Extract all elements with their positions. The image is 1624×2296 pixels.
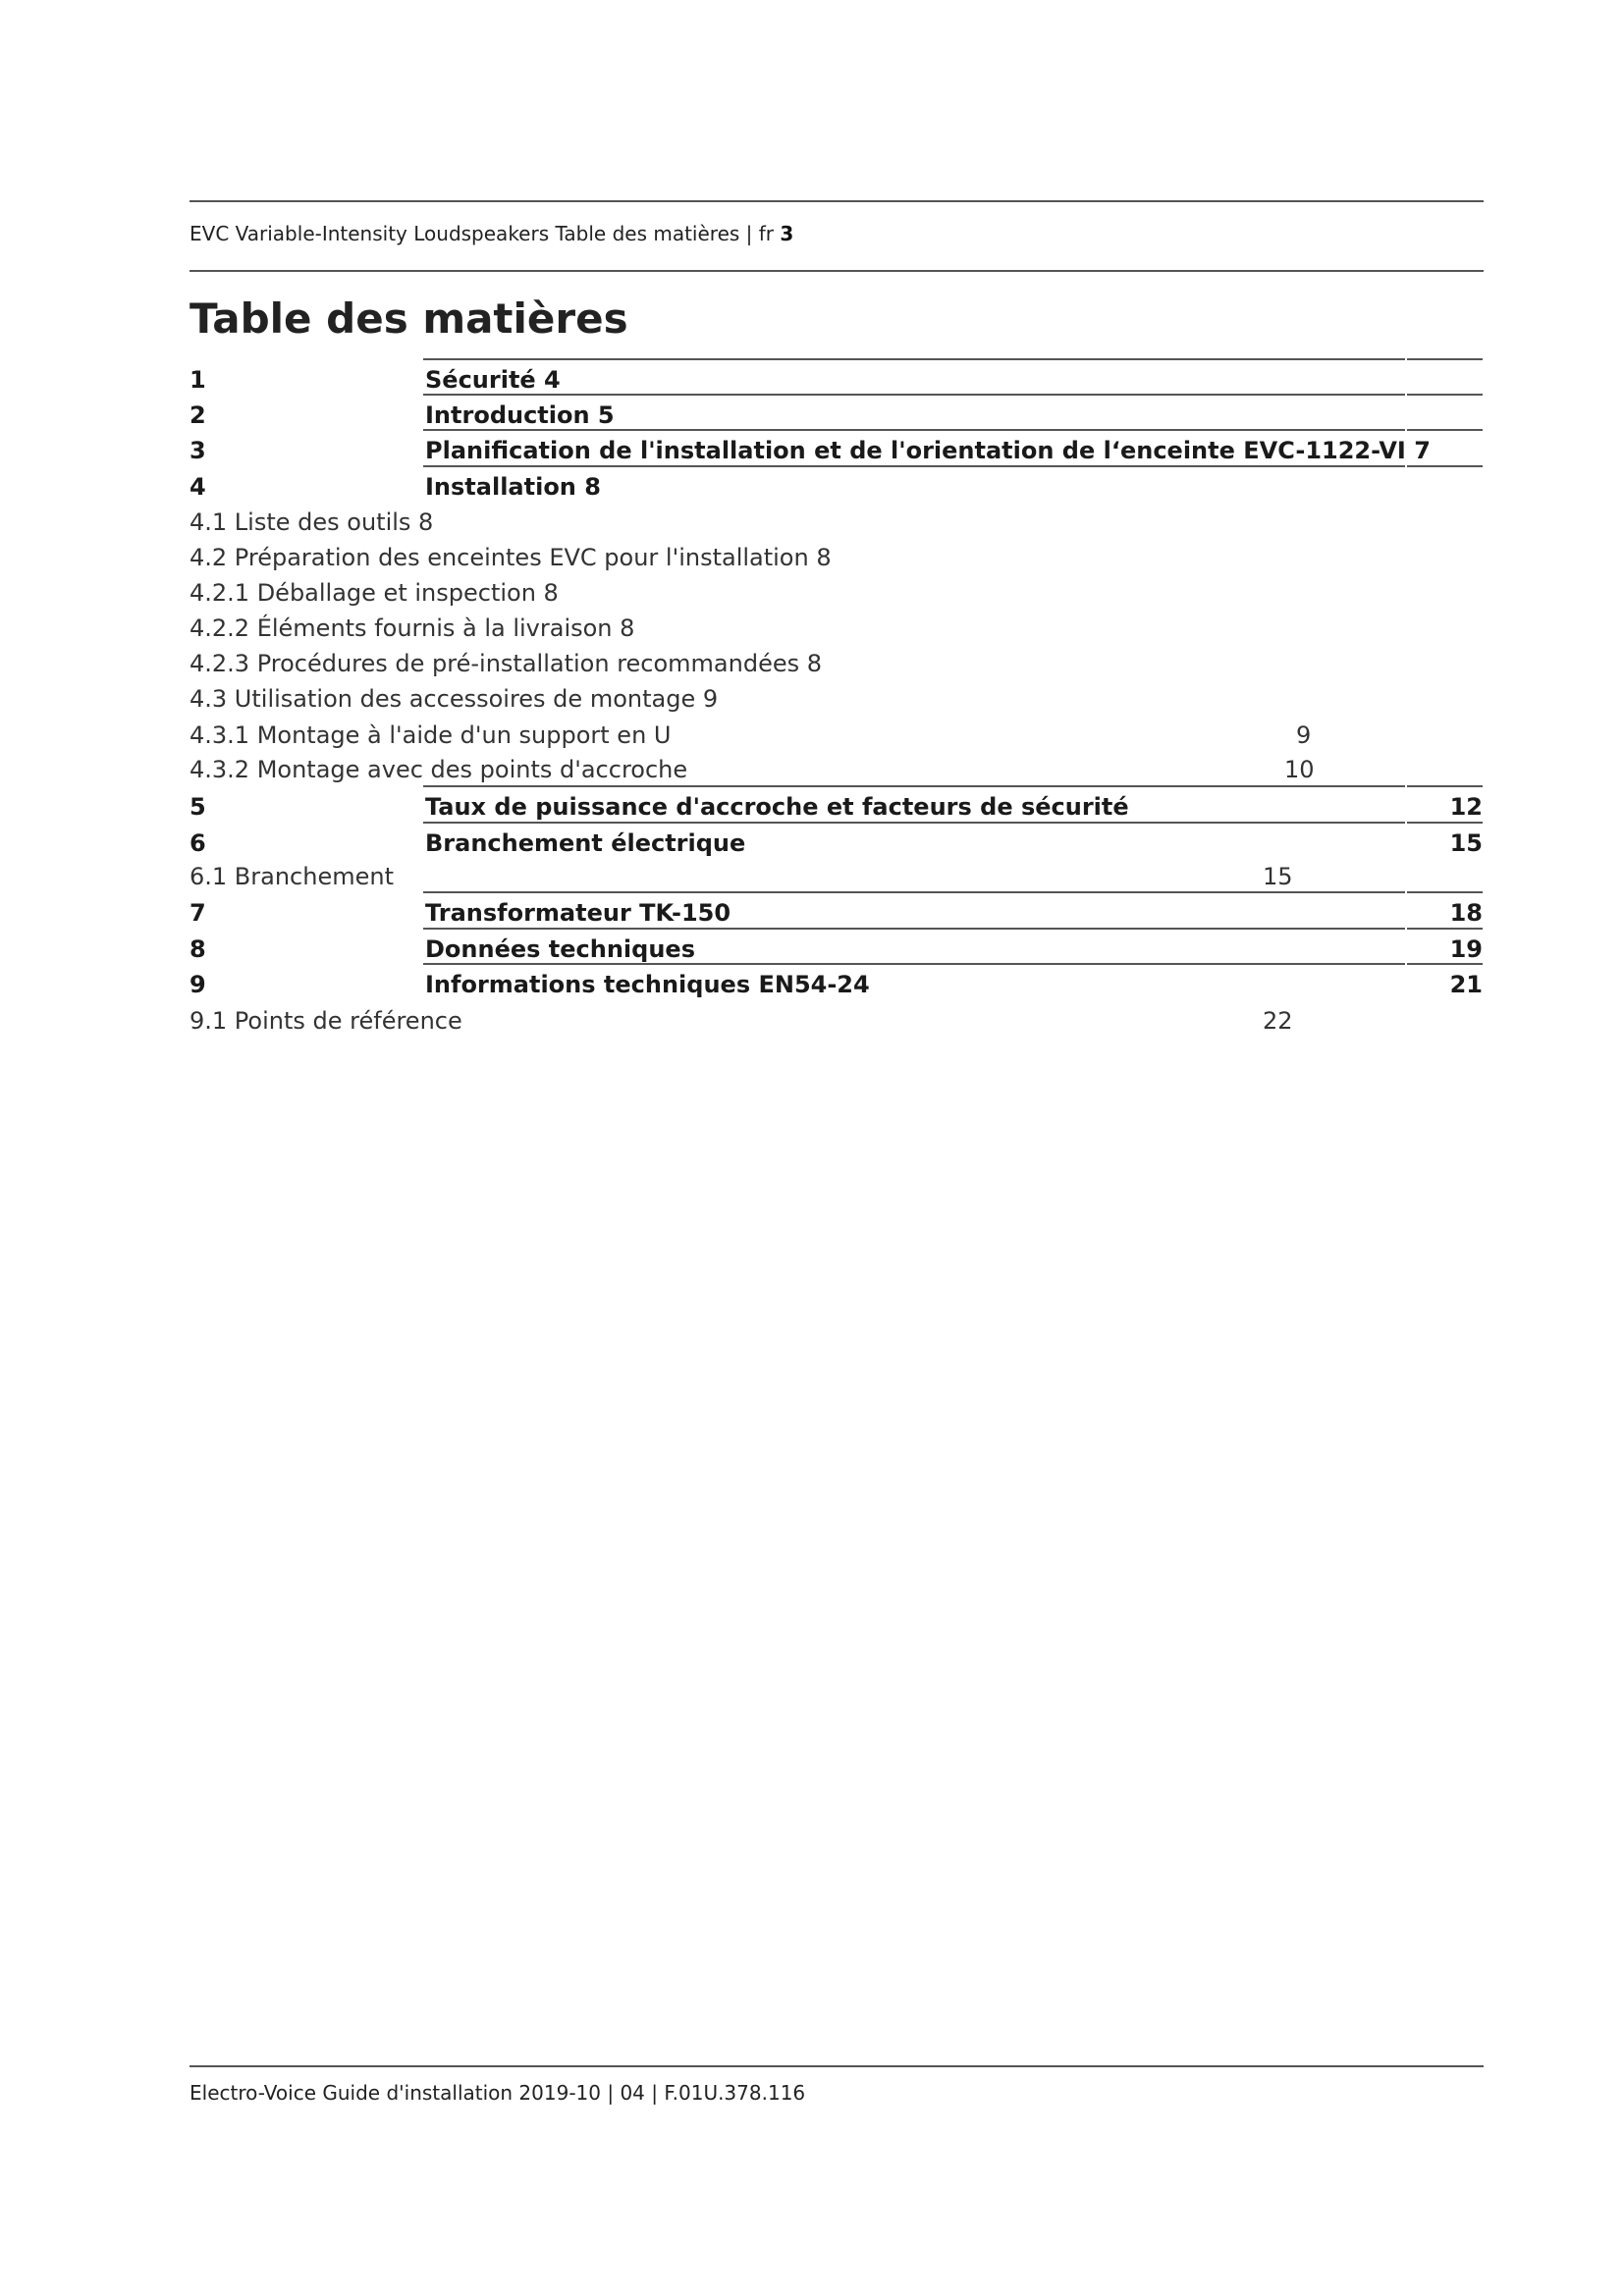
toc-section-4-1[interactable] (0, 503, 1624, 538)
chapter-title: Informations techniques EN54-24 (425, 971, 870, 998)
row-rule (1407, 358, 1483, 360)
row-rule (423, 928, 1405, 930)
row-rule (423, 963, 1405, 965)
toc-chapter-7[interactable] (0, 893, 1624, 929)
row-rule (1407, 891, 1483, 893)
header-top-rule (189, 200, 1484, 202)
section-page: 15 (1263, 863, 1293, 890)
row-rule (1407, 963, 1483, 965)
row-rule (423, 785, 1405, 787)
section-page: 9 (1296, 721, 1312, 749)
row-rule (423, 891, 1405, 893)
section-title: 4.2.3 Procédures de pré-installation recommandées 8 (189, 650, 823, 677)
toc-section-4-2-3[interactable] (0, 644, 1624, 679)
toc-section-4-3-1[interactable] (0, 716, 1624, 751)
chapter-number: 5 (189, 793, 206, 821)
section-title: 4.2.1 Déballage et inspection 8 (189, 579, 559, 607)
toc-chapter-4[interactable] (0, 467, 1624, 503)
chapter-number: 1 (189, 366, 206, 394)
section-title: 4.3.2 Montage avec des points d'accroche (189, 756, 688, 783)
toc-section-9-1[interactable] (0, 1001, 1624, 1037)
chapter-title: Données techniques (425, 935, 695, 963)
header-bottom-rule (189, 270, 1484, 272)
toc-chapter-3[interactable] (0, 431, 1624, 466)
chapter-title: Installation 8 (425, 473, 601, 501)
header-page-number: 3 (780, 222, 794, 245)
header-lang: fr (758, 222, 775, 245)
toc-chapter-9[interactable] (0, 965, 1624, 1000)
chapter-number: 4 (189, 473, 206, 501)
running-footer: Electro-Voice Guide d'installation 2019-10 | 04 | F.01U.378.116 (189, 2081, 806, 2105)
chapter-number: 2 (189, 401, 206, 429)
section-title: 4.2.2 Éléments fournis à la livraison 8 (189, 614, 635, 642)
section-title: 4.3 Utilisation des accessoires de montage 9 (189, 685, 719, 713)
header-title: EVC Variable-Intensity Loudspeakers Table des matières (189, 222, 740, 245)
chapter-page: 19 (1449, 935, 1483, 963)
section-page: 10 (1284, 756, 1315, 783)
toc-section-4-3-2[interactable] (0, 750, 1624, 785)
toc-section-6-1[interactable] (0, 857, 1624, 892)
page-title: Table des matières (189, 294, 628, 343)
toc-chapter-5[interactable] (0, 787, 1624, 823)
row-rule (423, 465, 1405, 467)
chapter-title: Branchement électrique (425, 829, 746, 857)
chapter-page: 12 (1449, 793, 1483, 821)
chapter-title: Taux de puissance d'accroche et facteurs de sécurité (425, 793, 1129, 821)
section-title: 4.2 Préparation des enceintes EVC pour l'installation 8 (189, 544, 832, 571)
row-rule (1407, 785, 1483, 787)
row-rule (1407, 822, 1483, 824)
row-rule (1407, 465, 1483, 467)
chapter-page: 15 (1449, 829, 1483, 857)
section-title: 9.1 Points de référence (189, 1007, 462, 1035)
chapter-number: 9 (189, 971, 206, 998)
chapter-number: 7 (189, 899, 206, 927)
row-rule (423, 429, 1405, 431)
row-rule (1407, 394, 1483, 396)
section-page: 22 (1263, 1007, 1293, 1035)
row-rule (423, 822, 1405, 824)
header-separator: | (745, 222, 753, 245)
chapter-page: 18 (1449, 899, 1483, 927)
toc-section-4-3[interactable] (0, 679, 1624, 715)
toc-chapter-8[interactable] (0, 930, 1624, 965)
section-title: 4.1 Liste des outils 8 (189, 508, 434, 536)
row-rule (1407, 429, 1483, 431)
section-title: 4.3.1 Montage à l'aide d'un support en U (189, 721, 672, 749)
chapter-number: 8 (189, 935, 206, 963)
chapter-title: Transformateur TK-150 (425, 899, 731, 927)
row-rule (423, 358, 1405, 360)
toc-chapter-6[interactable] (0, 824, 1624, 859)
row-rule (1407, 928, 1483, 930)
chapter-number: 3 (189, 437, 206, 464)
toc-section-4-2-2[interactable] (0, 609, 1624, 644)
chapter-page: 21 (1449, 971, 1483, 998)
chapter-title: Sécurité 4 (425, 366, 561, 394)
row-rule (423, 394, 1405, 396)
running-header (189, 222, 793, 245)
chapter-title: Planification de l'installation et de l'orientation de l‘enceinte EVC-1122-VI 7 (425, 437, 1431, 464)
toc-section-4-2-1[interactable] (0, 573, 1624, 609)
chapter-number: 6 (189, 829, 206, 857)
toc-chapter-2[interactable] (0, 396, 1624, 431)
section-title: 6.1 Branchement (189, 863, 394, 890)
chapter-title: Introduction 5 (425, 401, 615, 429)
footer-rule (189, 2065, 1484, 2067)
toc-section-4-2[interactable] (0, 538, 1624, 573)
toc-chapter-1[interactable] (0, 360, 1624, 396)
